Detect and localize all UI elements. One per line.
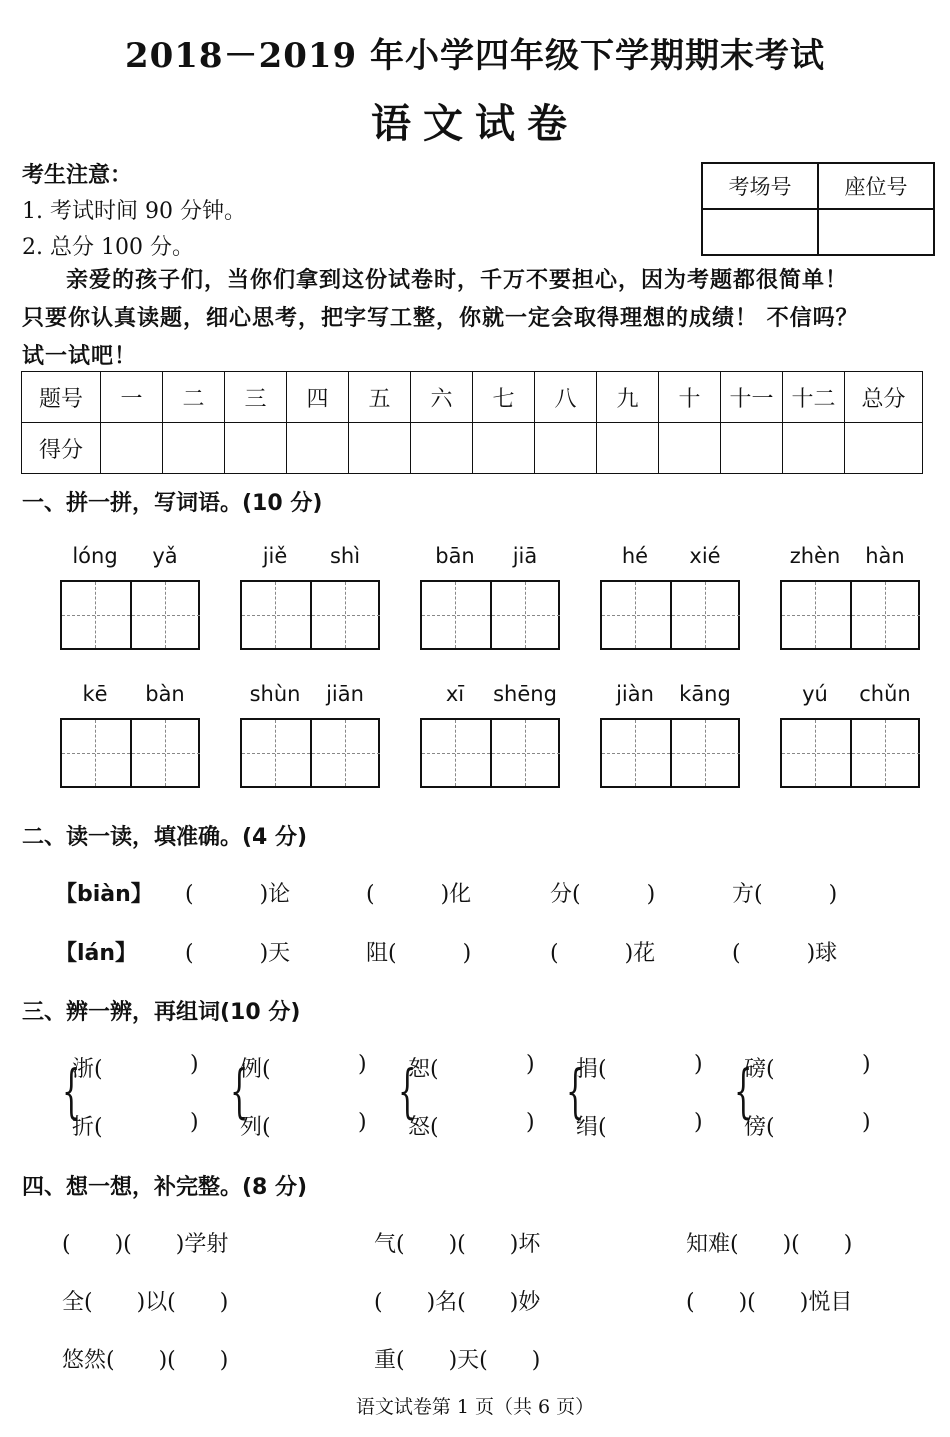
score-cell[interactable] [411, 423, 473, 474]
exam-subtitle: 语文试卷 [371, 100, 579, 147]
pinyin-label: xī [445, 682, 465, 706]
score-cell[interactable] [225, 423, 287, 474]
char-pair-text: 怒( [408, 1115, 439, 1140]
intro-line: 亲爱的孩子们，当你们拿到这份试卷时，千万不要担心，因为考题都很简单！ [66, 268, 849, 293]
char-pair-item[interactable] [408, 1110, 535, 1141]
pinyin-label: lóng [72, 544, 118, 568]
score-header-cell: 五 [349, 372, 411, 423]
intro-text [22, 262, 932, 376]
writing-grid[interactable] [780, 580, 920, 650]
pinyin-label: shùn [249, 682, 301, 706]
score-header-cell: 总分 [845, 372, 923, 423]
writing-cell[interactable] [852, 582, 920, 648]
char-pair-text: 浙( [72, 1057, 103, 1082]
writing-cell[interactable] [132, 582, 200, 648]
pinyin-label: bàn [145, 682, 185, 706]
fill-item[interactable]: ( )化 [366, 882, 472, 907]
pinyin-label: yú [802, 682, 828, 706]
score-header-cell: 十一 [721, 372, 783, 423]
char-pair-text: 绢( [576, 1115, 607, 1140]
pinyin-label: jiān [326, 682, 364, 706]
score-cell[interactable] [473, 423, 535, 474]
char-pair-item[interactable] [408, 1052, 535, 1083]
writing-grid[interactable] [420, 580, 560, 650]
char-pair-text: 傍( [744, 1115, 775, 1140]
pinyin-key-bian: 【biàn】 [55, 882, 153, 907]
closing-paren: ) [190, 1052, 199, 1077]
seat-number-label: 座位号 [818, 163, 934, 209]
idiom-item[interactable]: 知难( )( ) [686, 1232, 853, 1257]
pinyin-label: shì [329, 544, 361, 568]
char-pair-item[interactable] [576, 1052, 703, 1083]
curly-brace: { [230, 1057, 249, 1125]
closing-paren: ) [694, 1052, 703, 1077]
char-pair-text: 磅( [744, 1057, 775, 1082]
writing-cell[interactable] [852, 720, 920, 786]
score-cell[interactable] [721, 423, 783, 474]
score-cell[interactable] [163, 423, 225, 474]
section2-title: 二、读一读，填准确。(4 分) [22, 825, 308, 850]
score-cell[interactable] [597, 423, 659, 474]
score-header-cell: 四 [287, 372, 349, 423]
closing-paren: ) [862, 1110, 871, 1135]
guide-line [672, 615, 740, 616]
writing-grid[interactable] [420, 718, 560, 788]
idiom-item[interactable]: 全( )以( ) [62, 1290, 229, 1315]
fill-item[interactable]: 分( ) [550, 882, 656, 907]
writing-cell[interactable] [62, 720, 132, 786]
note-item: 2. 总分 100 分。 [22, 235, 194, 260]
writing-grid[interactable] [600, 718, 740, 788]
idiom-item[interactable]: 悠然( )( ) [62, 1348, 229, 1373]
curly-brace: { [62, 1057, 81, 1125]
pinyin-key-lan: 【lán】 [55, 941, 138, 966]
score-cell[interactable] [845, 423, 923, 474]
fill-item[interactable]: ( )球 [732, 941, 838, 966]
guide-line [782, 615, 850, 616]
writing-grid[interactable] [600, 580, 740, 650]
writing-cell[interactable] [492, 720, 560, 786]
writing-grid[interactable] [240, 718, 380, 788]
pinyin-label: jiàn [616, 682, 654, 706]
score-header-cell: 题号 [22, 372, 101, 423]
score-header-cell: 九 [597, 372, 659, 423]
score-cell[interactable] [287, 423, 349, 474]
score-header-cell: 十 [659, 372, 721, 423]
closing-paren: ) [358, 1110, 367, 1135]
guide-line [242, 753, 310, 754]
idiom-item[interactable]: 重( )天( ) [374, 1348, 541, 1373]
pinyin-label: shēng [493, 682, 557, 706]
idiom-item[interactable]: 气( )( )坏 [374, 1232, 541, 1257]
fill-item[interactable]: 阻( ) [366, 941, 472, 966]
writing-grid[interactable] [60, 580, 200, 650]
score-header-cell: 七 [473, 372, 535, 423]
exam-room-field[interactable] [702, 209, 818, 255]
writing-cell[interactable] [672, 720, 740, 786]
char-pair-text: 例( [240, 1057, 271, 1082]
note-item: 1. 考试时间 90 分钟。 [22, 199, 246, 224]
curly-brace: { [566, 1057, 585, 1125]
pinyin-label: chǔn [859, 682, 911, 706]
exam-room-label: 考场号 [702, 163, 818, 209]
page-footer: 语文试卷第 1 页（共 6 页） [355, 1396, 595, 1418]
pinyin-label: kāng [679, 682, 731, 706]
pinyin-label: zhèn [789, 544, 841, 568]
pinyin-label: hàn [865, 544, 905, 568]
idiom-item[interactable]: ( )( )悦目 [686, 1290, 853, 1315]
closing-paren: ) [358, 1052, 367, 1077]
writing-cell[interactable] [312, 720, 380, 786]
seat-info-table [701, 162, 935, 256]
score-header-cell: 八 [535, 372, 597, 423]
char-pair-text: 捐( [576, 1057, 607, 1082]
pinyin-label: hé [621, 544, 649, 568]
char-pair-text: 列( [240, 1115, 271, 1140]
char-pair-text: 折( [72, 1115, 103, 1140]
writing-cell[interactable] [312, 582, 380, 648]
pinyin-label: bān [435, 544, 475, 568]
guide-line [312, 753, 380, 754]
curly-brace: { [398, 1057, 417, 1125]
char-pair-item[interactable] [744, 1052, 871, 1083]
writing-grid[interactable] [240, 580, 380, 650]
writing-cell[interactable] [132, 720, 200, 786]
score-cell[interactable] [101, 423, 163, 474]
score-cell[interactable] [535, 423, 597, 474]
guide-line [852, 615, 920, 616]
score-row-label: 得分 [22, 423, 101, 474]
seat-number-field[interactable] [818, 209, 934, 255]
closing-paren: ) [190, 1110, 199, 1135]
fill-item[interactable]: 方( ) [732, 882, 838, 907]
writing-cell[interactable] [602, 582, 672, 648]
guide-line [602, 615, 670, 616]
fill-item[interactable]: ( )天 [185, 941, 291, 966]
writing-cell[interactable] [422, 582, 492, 648]
pinyin-label: jiě [262, 544, 288, 568]
guide-line [492, 615, 560, 616]
writing-cell[interactable] [242, 720, 312, 786]
writing-cell[interactable] [422, 720, 492, 786]
closing-paren: ) [862, 1052, 871, 1077]
score-cell[interactable] [659, 423, 721, 474]
guide-line [132, 615, 200, 616]
score-header-row [22, 372, 923, 423]
score-cell[interactable] [349, 423, 411, 474]
char-pair-item[interactable] [240, 1110, 367, 1141]
guide-line [242, 615, 310, 616]
guide-line [492, 753, 560, 754]
writing-cell[interactable] [672, 582, 740, 648]
char-pair-item[interactable] [744, 1110, 871, 1141]
char-pair-item[interactable] [576, 1110, 703, 1141]
candidate-notes [22, 158, 246, 266]
guide-line [782, 753, 850, 754]
pinyin-label: yǎ [152, 544, 178, 568]
guide-line [312, 615, 380, 616]
score-header-cell: 十二 [783, 372, 845, 423]
char-pair-text: 恕( [408, 1057, 439, 1082]
section1-title: 一、拼一拼，写词语。(10 分) [22, 491, 323, 516]
score-header-cell: 三 [225, 372, 287, 423]
closing-paren: ) [694, 1110, 703, 1135]
writing-cell[interactable] [782, 582, 852, 648]
guide-line [422, 615, 490, 616]
char-pair-item[interactable] [72, 1052, 199, 1083]
fill-item[interactable]: ( )花 [550, 941, 656, 966]
writing-grid[interactable] [60, 718, 200, 788]
section3-title: 三、辨一辨，再组词(10 分) [22, 1000, 301, 1025]
curly-brace: { [734, 1057, 753, 1125]
intro-line: 只要你认真读题，细心思考，把字写工整，你就一定会取得理想的成绩！ 不信吗？ [22, 306, 859, 331]
writing-cell[interactable] [602, 720, 672, 786]
score-cell[interactable] [783, 423, 845, 474]
closing-paren: ) [526, 1110, 535, 1135]
score-header-cell: 二 [163, 372, 225, 423]
idiom-item[interactable]: ( )名( )妙 [374, 1290, 541, 1315]
section4-title: 四、想一想，补完整。(8 分) [22, 1175, 308, 1200]
notes-heading: 考生注意： [22, 163, 133, 188]
pinyin-label: xié [689, 544, 721, 568]
score-header-cell: 一 [101, 372, 163, 423]
guide-line [672, 753, 740, 754]
guide-line [852, 753, 920, 754]
guide-line [62, 615, 130, 616]
score-header-cell: 六 [411, 372, 473, 423]
pinyin-label: kē [82, 682, 108, 706]
guide-line [132, 753, 200, 754]
guide-line [422, 753, 490, 754]
guide-line [602, 753, 670, 754]
writing-cell[interactable] [782, 720, 852, 786]
guide-line [62, 753, 130, 754]
score-value-row [22, 423, 923, 474]
closing-paren: ) [526, 1052, 535, 1077]
char-pair-item[interactable] [72, 1110, 199, 1141]
writing-grid[interactable] [780, 718, 920, 788]
intro-line: 试一试吧！ [22, 344, 138, 369]
writing-cell[interactable] [62, 582, 132, 648]
char-pair-item[interactable] [240, 1052, 367, 1083]
fill-item[interactable]: ( )论 [185, 882, 291, 907]
score-table [21, 371, 923, 474]
pinyin-label: jiā [512, 544, 538, 568]
writing-cell[interactable] [242, 582, 312, 648]
exam-title: 2018－2019 年小学四年级下学期期末考试 [124, 36, 826, 76]
idiom-item[interactable]: ( )( )学射 [62, 1232, 229, 1257]
writing-cell[interactable] [492, 582, 560, 648]
